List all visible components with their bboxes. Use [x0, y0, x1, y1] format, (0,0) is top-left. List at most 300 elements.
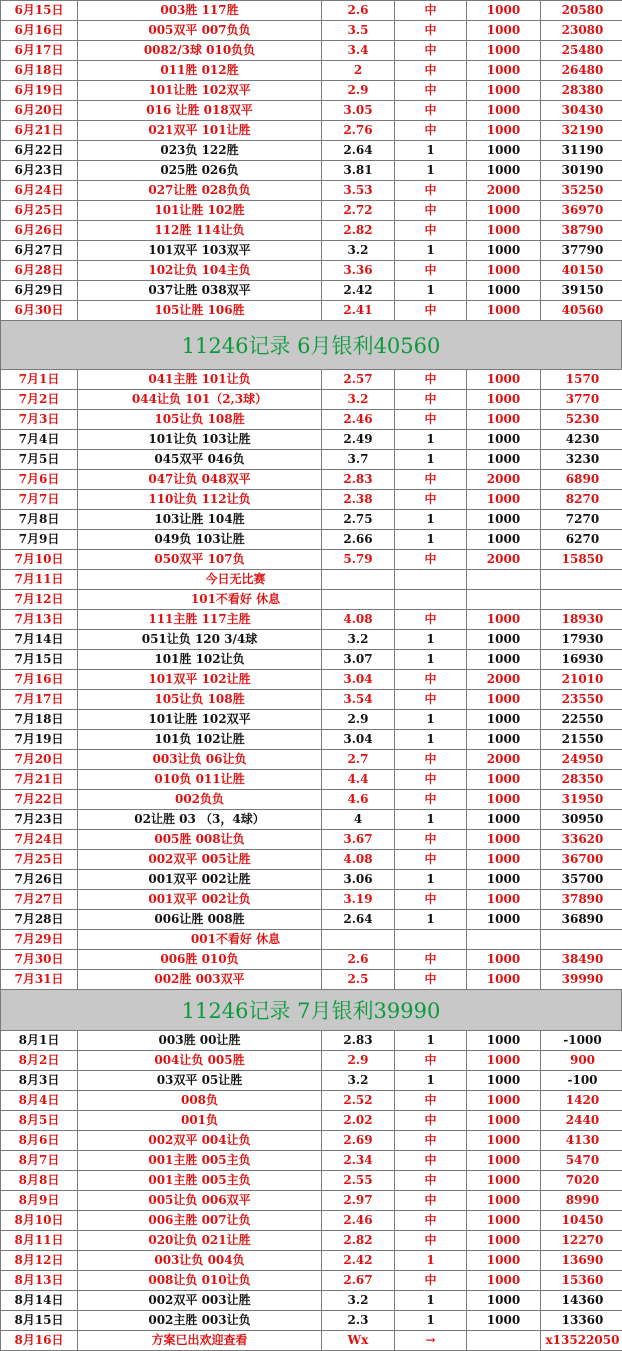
record-row [1, 810, 622, 830]
result-cell: 1 [395, 241, 467, 261]
match-cell: 102让负 104主负 [78, 261, 322, 281]
stake-cell: 1000 [467, 710, 541, 730]
odds-cell: 3.53 [322, 181, 395, 201]
date-cell: 8月10日 [1, 1211, 78, 1231]
odds-cell: 3.07 [322, 650, 395, 670]
odds-cell [322, 590, 395, 610]
stake-cell [467, 590, 541, 610]
total-cell: 5230 [541, 410, 622, 430]
result-cell: 中 [395, 101, 467, 121]
match-cell: 方案已出欢迎查看 [78, 1331, 322, 1351]
result-cell: 中 [395, 410, 467, 430]
stake-cell: 1000 [467, 1191, 541, 1211]
stake-cell: 1000 [467, 410, 541, 430]
record-row [1, 450, 622, 470]
date-cell: 6月19日 [1, 81, 78, 101]
date-cell: 8月13日 [1, 1271, 78, 1291]
date-cell: 8月11日 [1, 1231, 78, 1251]
record-row [1, 1271, 622, 1291]
match-cell: 020让负 021让胜 [78, 1231, 322, 1251]
stake-cell: 1000 [467, 81, 541, 101]
result-cell: 中 [395, 370, 467, 390]
match-cell: 027让胜 028负负 [78, 181, 322, 201]
match-cell: 101让胜 102双平 [78, 710, 322, 730]
record-row [1, 430, 622, 450]
result-cell: 中 [395, 490, 467, 510]
stake-cell: 2000 [467, 470, 541, 490]
result-cell: 中 [395, 21, 467, 41]
match-cell: 005让负 006双平 [78, 1191, 322, 1211]
stake-cell: 1000 [467, 221, 541, 241]
result-cell: 中 [395, 81, 467, 101]
date-cell: 6月27日 [1, 241, 78, 261]
record-row [1, 1171, 622, 1191]
odds-cell: 2.72 [322, 201, 395, 221]
result-cell: 1 [395, 1311, 467, 1331]
odds-cell: Wx [322, 1331, 395, 1351]
august-record-table [0, 1030, 622, 1351]
total-cell: 28380 [541, 81, 622, 101]
result-cell [395, 930, 467, 950]
stake-cell: 1000 [467, 1251, 541, 1271]
result-cell: 中 [395, 970, 467, 990]
odds-cell: 5.79 [322, 550, 395, 570]
total-cell: 24950 [541, 750, 622, 770]
match-cell: 044让负 101（2,3球） [78, 390, 322, 410]
odds-cell: 2.42 [322, 281, 395, 301]
total-cell [541, 570, 622, 590]
result-cell: 中 [395, 221, 467, 241]
date-cell: 7月15日 [1, 650, 78, 670]
match-cell: 003让负 06让负 [78, 750, 322, 770]
odds-cell: 2.6 [322, 950, 395, 970]
odds-cell: 2.46 [322, 410, 395, 430]
odds-cell: 2.34 [322, 1151, 395, 1171]
stake-cell: 1000 [467, 510, 541, 530]
record-row [1, 301, 622, 321]
match-cell: 101让胜 102双平 [78, 81, 322, 101]
result-cell: 中 [395, 41, 467, 61]
stake-cell: 1000 [467, 141, 541, 161]
june-record-table [0, 0, 622, 321]
record-row [1, 1151, 622, 1171]
stake-cell: 1000 [467, 1131, 541, 1151]
record-row [1, 1251, 622, 1271]
odds-cell: 2.64 [322, 910, 395, 930]
record-row [1, 1331, 622, 1351]
stake-cell: 1000 [467, 1091, 541, 1111]
result-cell: 中 [395, 1271, 467, 1291]
result-cell: 中 [395, 470, 467, 490]
odds-cell: 3.2 [322, 1071, 395, 1091]
date-cell: 6月22日 [1, 141, 78, 161]
total-cell: -1000 [541, 1031, 622, 1051]
odds-cell: 3.5 [322, 21, 395, 41]
odds-cell: 2.6 [322, 1, 395, 21]
result-cell: 1 [395, 630, 467, 650]
total-cell: 1420 [541, 1091, 622, 1111]
odds-cell: 4.08 [322, 610, 395, 630]
match-cell: 105让负 108胜 [78, 410, 322, 430]
date-cell: 8月3日 [1, 1071, 78, 1091]
odds-cell [322, 570, 395, 590]
record-row [1, 730, 622, 750]
odds-cell: 3.2 [322, 1291, 395, 1311]
match-cell: 051让负 120 3/4球 [78, 630, 322, 650]
stake-cell: 1000 [467, 301, 541, 321]
result-cell: 中 [395, 181, 467, 201]
match-cell: 003让负 004负 [78, 1251, 322, 1271]
date-cell: 7月2日 [1, 390, 78, 410]
result-cell: 1 [395, 910, 467, 930]
date-cell: 7月28日 [1, 910, 78, 930]
match-cell: 02让胜 03 （3，4球） [78, 810, 322, 830]
match-cell: 002双平 004让负 [78, 1131, 322, 1151]
total-cell: 17930 [541, 630, 622, 650]
result-cell: 1 [395, 1291, 467, 1311]
total-cell: 6270 [541, 530, 622, 550]
odds-cell: 4 [322, 810, 395, 830]
result-cell [395, 590, 467, 610]
record-row [1, 81, 622, 101]
odds-cell: 2.46 [322, 1211, 395, 1231]
odds-cell: 4.6 [322, 790, 395, 810]
date-cell: 7月23日 [1, 810, 78, 830]
total-cell: 15360 [541, 1271, 622, 1291]
result-cell: 中 [395, 1091, 467, 1111]
total-cell: 38490 [541, 950, 622, 970]
record-row [1, 1191, 622, 1211]
record-row [1, 101, 622, 121]
match-cell: 008负 [78, 1091, 322, 1111]
match-cell: 0082/3球 010负负 [78, 41, 322, 61]
odds-cell: 3.81 [322, 161, 395, 181]
record-row [1, 910, 622, 930]
total-cell: 30950 [541, 810, 622, 830]
total-cell: 4130 [541, 1131, 622, 1151]
stake-cell: 1000 [467, 1, 541, 21]
total-cell: 15850 [541, 550, 622, 570]
date-cell: 8月15日 [1, 1311, 78, 1331]
match-cell: 016 让胜 018双平 [78, 101, 322, 121]
record-row [1, 930, 622, 950]
match-cell: 006让胜 008胜 [78, 910, 322, 930]
record-row [1, 261, 622, 281]
total-cell: 39990 [541, 970, 622, 990]
match-cell: 041主胜 101让负 [78, 370, 322, 390]
match-cell: 005双平 007负负 [78, 21, 322, 41]
stake-cell: 1000 [467, 390, 541, 410]
odds-cell: 3.4 [322, 41, 395, 61]
record-row [1, 1211, 622, 1231]
match-cell: 025胜 026负 [78, 161, 322, 181]
total-cell: 20580 [541, 1, 622, 21]
total-cell: 13690 [541, 1251, 622, 1271]
stake-cell: 1000 [467, 850, 541, 870]
record-row [1, 510, 622, 530]
result-cell: 1 [395, 450, 467, 470]
odds-cell: 2.97 [322, 1191, 395, 1211]
odds-cell: 2.3 [322, 1311, 395, 1331]
record-row [1, 1051, 622, 1071]
match-cell: 110让负 112让负 [78, 490, 322, 510]
record-row [1, 221, 622, 241]
stake-cell: 2000 [467, 670, 541, 690]
stake-cell: 1000 [467, 121, 541, 141]
match-cell: 105让负 108胜 [78, 690, 322, 710]
odds-cell: 2.55 [322, 1171, 395, 1191]
record-row [1, 1031, 622, 1051]
stake-cell: 1000 [467, 790, 541, 810]
stake-cell [467, 930, 541, 950]
record-row [1, 530, 622, 550]
date-cell: 7月11日 [1, 570, 78, 590]
stake-cell [467, 570, 541, 590]
match-cell: 001不看好 休息 [78, 930, 322, 950]
record-row [1, 550, 622, 570]
stake-cell: 1000 [467, 890, 541, 910]
total-cell: 13360 [541, 1311, 622, 1331]
odds-cell: 4.08 [322, 850, 395, 870]
total-cell: 40560 [541, 301, 622, 321]
stake-cell: 2000 [467, 550, 541, 570]
total-cell: 6890 [541, 470, 622, 490]
total-cell: 18930 [541, 610, 622, 630]
total-cell: 28350 [541, 770, 622, 790]
result-cell: 中 [395, 690, 467, 710]
match-cell: 002负负 [78, 790, 322, 810]
record-row [1, 490, 622, 510]
match-cell: 002胜 003双平 [78, 970, 322, 990]
result-cell: 中 [395, 61, 467, 81]
total-cell: 37890 [541, 890, 622, 910]
record-row [1, 21, 622, 41]
result-cell: 1 [395, 710, 467, 730]
odds-cell: 3.19 [322, 890, 395, 910]
record-row [1, 650, 622, 670]
date-cell: 6月23日 [1, 161, 78, 181]
record-row [1, 61, 622, 81]
record-row [1, 950, 622, 970]
date-cell: 7月9日 [1, 530, 78, 550]
odds-cell: 2.64 [322, 141, 395, 161]
result-cell: 中 [395, 1231, 467, 1251]
total-cell: x13522050 [541, 1331, 622, 1351]
total-cell: 35250 [541, 181, 622, 201]
record-row [1, 1231, 622, 1251]
stake-cell: 1000 [467, 1051, 541, 1071]
total-cell: 38790 [541, 221, 622, 241]
odds-cell: 2.82 [322, 221, 395, 241]
date-cell: 7月16日 [1, 670, 78, 690]
record-row [1, 830, 622, 850]
record-row [1, 690, 622, 710]
date-cell: 8月1日 [1, 1031, 78, 1051]
total-cell: 36700 [541, 850, 622, 870]
match-cell: 002双平 005让胜 [78, 850, 322, 870]
total-cell: 10450 [541, 1211, 622, 1231]
stake-cell: 1000 [467, 910, 541, 930]
date-cell: 7月26日 [1, 870, 78, 890]
stake-cell: 2000 [467, 181, 541, 201]
date-cell: 7月13日 [1, 610, 78, 630]
odds-cell: 3.54 [322, 690, 395, 710]
match-cell: 011胜 012胜 [78, 61, 322, 81]
record-row [1, 710, 622, 730]
record-row [1, 141, 622, 161]
match-cell: 001主胜 005主负 [78, 1151, 322, 1171]
stake-cell: 1000 [467, 1211, 541, 1231]
record-row [1, 590, 622, 610]
total-cell: 21550 [541, 730, 622, 750]
date-cell: 7月29日 [1, 930, 78, 950]
match-cell: 001主胜 005主负 [78, 1171, 322, 1191]
record-row [1, 281, 622, 301]
result-cell: 中 [395, 1131, 467, 1151]
date-cell: 7月7日 [1, 490, 78, 510]
date-cell: 6月20日 [1, 101, 78, 121]
total-cell: 36970 [541, 201, 622, 221]
result-cell: 1 [395, 281, 467, 301]
stake-cell: 1000 [467, 1151, 541, 1171]
record-row [1, 410, 622, 430]
total-cell: 30190 [541, 161, 622, 181]
record-row [1, 1131, 622, 1151]
match-cell: 045双平 046负 [78, 450, 322, 470]
record-row [1, 770, 622, 790]
match-cell: 112胜 114让负 [78, 221, 322, 241]
record-row [1, 1071, 622, 1091]
date-cell: 8月2日 [1, 1051, 78, 1071]
odds-cell: 2.49 [322, 430, 395, 450]
record-row [1, 750, 622, 770]
odds-cell: 3.36 [322, 261, 395, 281]
total-cell: 30430 [541, 101, 622, 121]
date-cell: 6月26日 [1, 221, 78, 241]
result-cell: → [395, 1331, 467, 1351]
date-cell: 8月12日 [1, 1251, 78, 1271]
result-cell: 中 [395, 1051, 467, 1071]
match-cell: 050双平 107负 [78, 550, 322, 570]
total-cell: 900 [541, 1051, 622, 1071]
total-cell: 3230 [541, 450, 622, 470]
stake-cell: 1000 [467, 650, 541, 670]
stake-cell: 1000 [467, 161, 541, 181]
match-cell: 006主胜 007让负 [78, 1211, 322, 1231]
total-cell: 23550 [541, 690, 622, 710]
result-cell: 1 [395, 730, 467, 750]
date-cell: 8月5日 [1, 1111, 78, 1131]
date-cell: 6月29日 [1, 281, 78, 301]
stake-cell: 1000 [467, 101, 541, 121]
stake-cell: 1000 [467, 610, 541, 630]
total-cell: 7020 [541, 1171, 622, 1191]
odds-cell: 2.5 [322, 970, 395, 990]
record-row [1, 181, 622, 201]
match-cell: 003胜 117胜 [78, 1, 322, 21]
total-cell: 39150 [541, 281, 622, 301]
odds-cell: 2.42 [322, 1251, 395, 1271]
total-cell: -100 [541, 1071, 622, 1091]
odds-cell: 2.9 [322, 1051, 395, 1071]
date-cell: 6月15日 [1, 1, 78, 21]
total-cell: 4230 [541, 430, 622, 450]
record-row [1, 121, 622, 141]
total-cell: 16930 [541, 650, 622, 670]
date-cell: 7月21日 [1, 770, 78, 790]
date-cell: 8月16日 [1, 1331, 78, 1351]
result-cell: 中 [395, 950, 467, 970]
total-cell: 8270 [541, 490, 622, 510]
total-cell: 35700 [541, 870, 622, 890]
record-row [1, 850, 622, 870]
result-cell: 中 [395, 261, 467, 281]
odds-cell: 3.2 [322, 241, 395, 261]
result-cell: 中 [395, 390, 467, 410]
match-cell: 101让负 103让胜 [78, 430, 322, 450]
stake-cell: 1000 [467, 41, 541, 61]
record-row [1, 1111, 622, 1131]
record-row [1, 1091, 622, 1111]
result-cell: 1 [395, 530, 467, 550]
result-cell: 中 [395, 670, 467, 690]
date-cell: 7月20日 [1, 750, 78, 770]
date-cell: 6月18日 [1, 61, 78, 81]
result-cell: 中 [395, 1111, 467, 1131]
result-cell: 1 [395, 870, 467, 890]
match-cell: 005胜 008让负 [78, 830, 322, 850]
date-cell: 7月3日 [1, 410, 78, 430]
record-row [1, 241, 622, 261]
record-row [1, 630, 622, 650]
stake-cell: 1000 [467, 690, 541, 710]
stake-cell: 1000 [467, 1071, 541, 1091]
result-cell: 中 [395, 790, 467, 810]
result-cell: 中 [395, 750, 467, 770]
match-cell: 101让胜 102胜 [78, 201, 322, 221]
total-cell: 40150 [541, 261, 622, 281]
match-cell: 103让胜 104胜 [78, 510, 322, 530]
stake-cell [467, 1331, 541, 1351]
odds-cell: 3.7 [322, 450, 395, 470]
stake-cell: 2000 [467, 750, 541, 770]
odds-cell: 3.2 [322, 390, 395, 410]
odds-cell: 3.06 [322, 870, 395, 890]
record-row [1, 1, 622, 21]
odds-cell: 2.76 [322, 121, 395, 141]
match-cell: 101双平 102让胜 [78, 670, 322, 690]
record-row [1, 470, 622, 490]
result-cell: 中 [395, 1191, 467, 1211]
odds-cell: 2.9 [322, 81, 395, 101]
stake-cell: 1000 [467, 730, 541, 750]
stake-cell: 1000 [467, 810, 541, 830]
odds-cell: 2.69 [322, 1131, 395, 1151]
date-cell: 7月10日 [1, 550, 78, 570]
date-cell: 7月6日 [1, 470, 78, 490]
record-row [1, 390, 622, 410]
total-cell: 33620 [541, 830, 622, 850]
total-cell: 23080 [541, 21, 622, 41]
result-cell: 中 [395, 830, 467, 850]
odds-cell: 2.83 [322, 1031, 395, 1051]
record-row [1, 870, 622, 890]
total-cell: 7270 [541, 510, 622, 530]
match-cell: 001双平 002让负 [78, 890, 322, 910]
match-cell: 今日无比赛 [78, 570, 322, 590]
total-cell: 37790 [541, 241, 622, 261]
date-cell: 6月30日 [1, 301, 78, 321]
